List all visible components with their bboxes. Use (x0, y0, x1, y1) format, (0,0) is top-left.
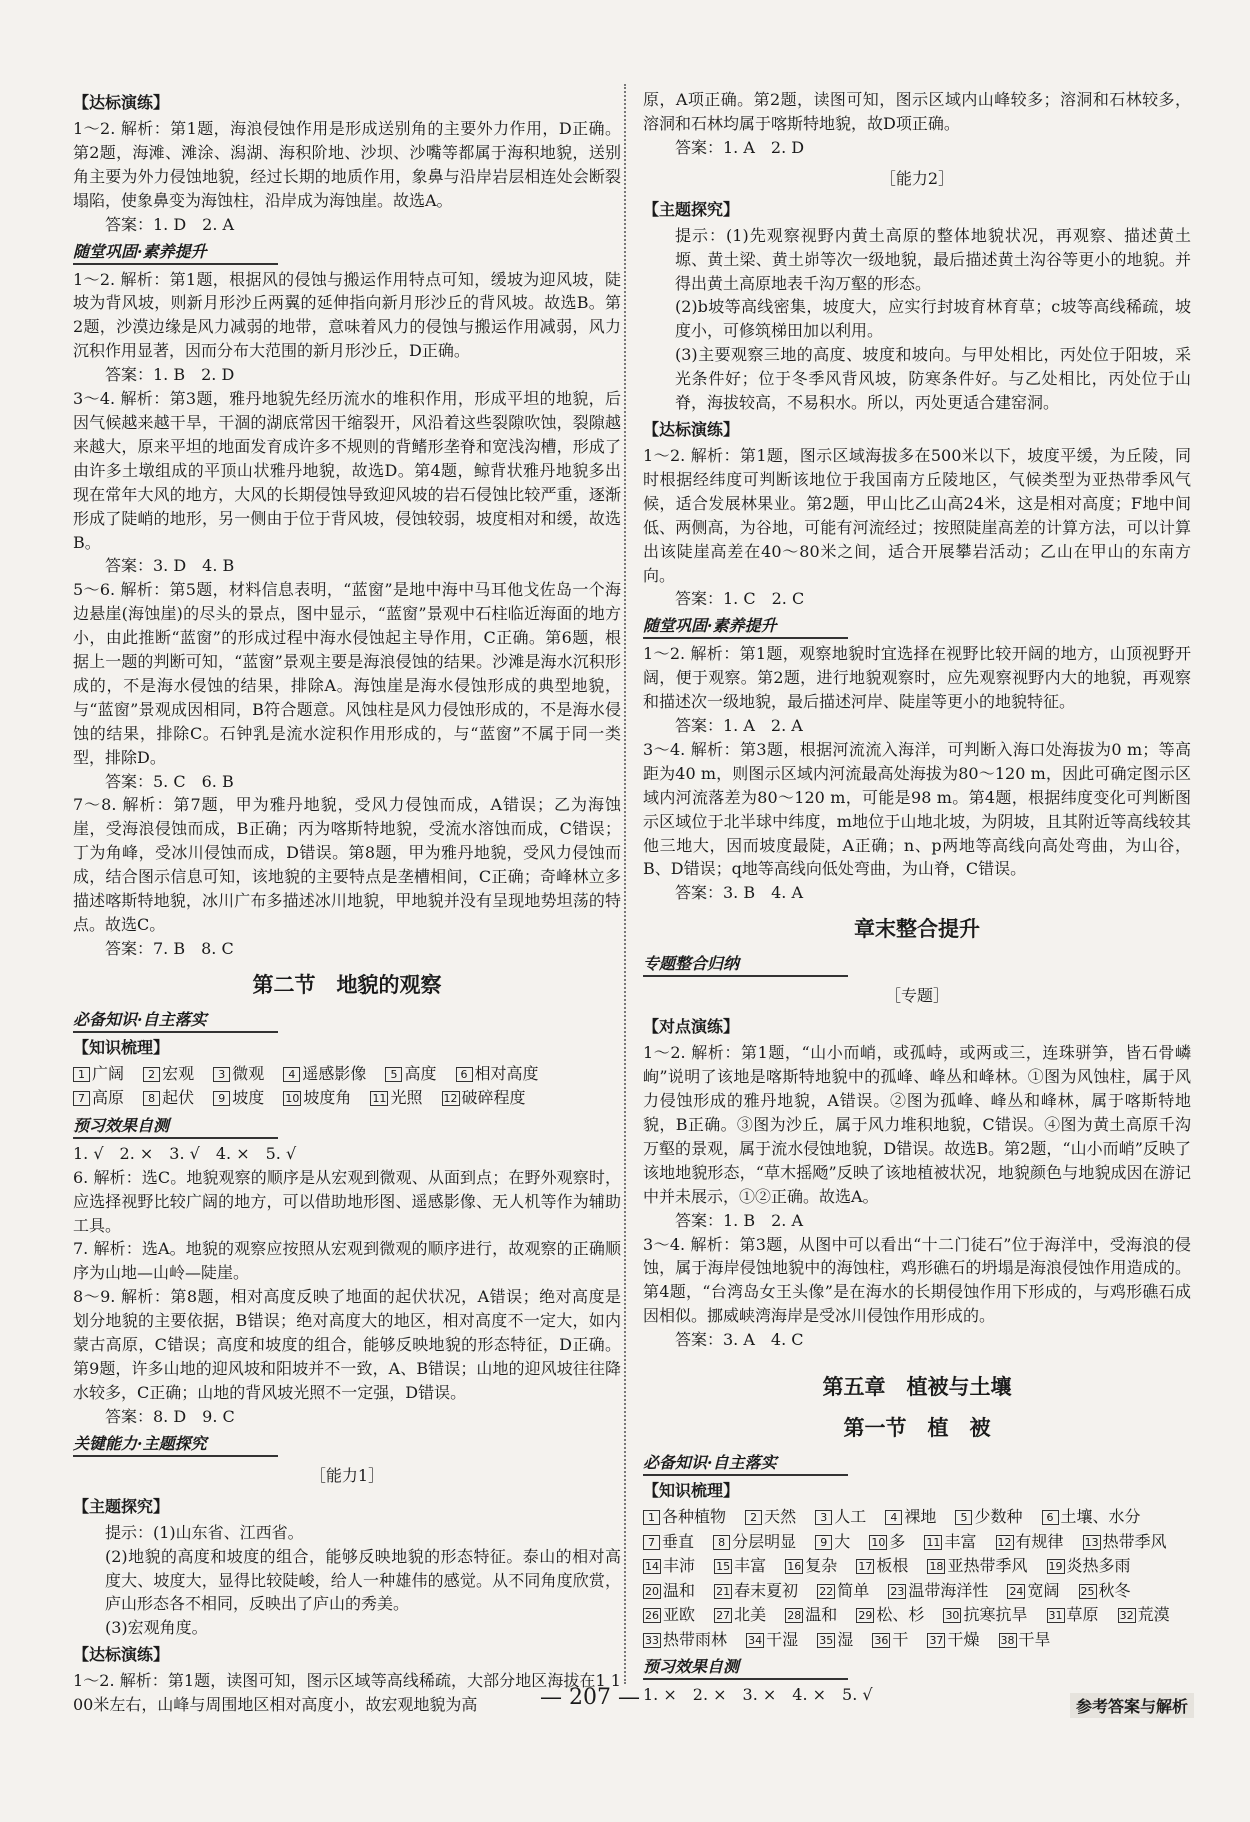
section-tag: 【达标演练】 (643, 419, 740, 439)
knowledge-point-item (888, 1581, 988, 1600)
item-number: 33 (645, 1633, 659, 1647)
answer-paragraph: 1～2. 解析：第1题，图示区域海拔多在500米以下，坡度平缓，为丘陵，同时根据经纬度可判断该地位于我国南方丘陵地区，气候类型为亚热带季风气候，适合发展林果业。第2题，甲山比乙山高24米，这是相对高度；F地中间低、两侧高，为谷地，可能有河流经过；按照陡崖高差的计算方法，可以计算出该陡崖高差在40～80米之间，适合开展攀岩活动；乙山在甲山的东南方向。 (643, 445, 1191, 585)
item-number: 4 (885, 1510, 902, 1525)
item-text: 板根 (876, 1556, 909, 1576)
knowledge-point-item (643, 1605, 695, 1624)
section-tag: 【知识梳理】 (643, 1481, 740, 1501)
item-text: 宏观 (162, 1063, 195, 1083)
knowledge-point-item (213, 1088, 264, 1107)
answer-paragraph: 原，A项正确。第2题，读图可知，图示区域内山峰较多；溶洞和石林较多，溶洞和石林均属于喀斯特地貌，故D项正确。 (643, 90, 1191, 133)
item-text: 干湿 (766, 1629, 799, 1649)
section-tag: 【主题探究】 (643, 199, 740, 219)
hint-paragraph: 提示：(1)先观察视野内黄土高原的整体地貌状况，再观察、描述黄土塬、黄土梁、黄土峁等次一级地貌，最后描述黄土沟谷等更小的地貌。并得出黄土高原地表千沟万壑的形态。 (675, 225, 1191, 293)
item-number: 22 (819, 1584, 834, 1598)
item-text: 温和 (805, 1605, 838, 1625)
item-number: 9 (213, 1091, 230, 1106)
knowledge-point-item (213, 1064, 264, 1083)
answer-line: 答案：1. D 2. A (105, 214, 235, 234)
item-text: 丰富 (944, 1531, 977, 1551)
section-tag: 【对点演练】 (643, 1017, 740, 1037)
answer-paragraph: 1～2. 解析：第1题，观察地貌时宜选择在视野比较开阔的地方，山顶视野开阔，便于观察。第2题，进行地貌观察时，应先观察视野内大的地貌，再观察和描述次一级地貌，最后描述河岸、陡崖等更小的地貌特征。 (643, 644, 1191, 712)
knowledge-point-item (856, 1556, 908, 1575)
knowledge-point-item (885, 1507, 936, 1526)
item-text: 垂直 (662, 1531, 695, 1551)
hint-paragraph: (2)b坡等高线密集，坡度大，应实行封坡育林育草；c坡等高线稀疏，坡度小，可修筑梯田加以利用。 (675, 297, 1191, 341)
knowledge-point-item (643, 1556, 695, 1575)
knowledge-point-item (996, 1532, 1064, 1551)
knowledge-point-item (643, 1532, 694, 1551)
item-number: 2 (143, 1067, 160, 1082)
item-number: 37 (929, 1633, 944, 1647)
footer-label: 参考答案与解析 (1070, 1693, 1194, 1718)
answer-line: 答案：1. B 2. D (105, 365, 235, 385)
answer-paragraph: 8～9. 解析：第8题，相对高度反映了地面的起伏状况，A错误；绝对高度是划分地貌的主要依据，B错误；绝对高度大的地区，相对高度不一定大，如内蒙古高原，C错误；高度和坡度的组合，能够反映地貌的形态特征，D正确。第9题，许多山地的迎风坡和阳坡并不一致，A、B错误；山地的迎风坡往往降水较多，C正确；山地的背风坡光照不一定强，D错误。 (73, 1287, 621, 1402)
item-text: 各种植物 (662, 1507, 727, 1527)
item-number: 2 (745, 1510, 762, 1525)
knowledge-point-item (1007, 1581, 1059, 1600)
item-text: 分层明显 (732, 1531, 797, 1551)
answer-paragraph: 1～2. 解析：第1题，根据风的侵蚀与搬运作用特点可知，缓坡为迎风坡，陡坡为背风坡，则新月形沙丘两翼的延伸指向新月形沙丘的背风坡。故选B。第2题，沙漠边缘是风力减弱的地带，意味着风力的侵蚀与搬运作用减弱，风力沉积作用显著，因而分布大范围的新月形沙丘，D正确。 (73, 269, 621, 361)
item-number: 10 (285, 1092, 300, 1106)
item-number: 38 (1000, 1633, 1015, 1647)
item-number: 30 (945, 1609, 960, 1623)
answer-line: 答案：1. C 2. C (675, 589, 805, 609)
answer-paragraph: 5～6. 解析：第5题，材料信息表明，“蓝窗”是地中海中马耳他戈佐岛一个海边悬崖(海蚀崖)的尽头的景点，图中显示，“蓝窗”景观中石柱临近海面的地方小，由此推断“蓝窗”的形成过程中海水侵蚀起主导作用，C正确。第6题，根据上一题的判断可知，“蓝窗”景观主要是海浪侵蚀的结果。沙滩是海水沉积形成的，不是海水侵蚀的结果，排除A。海蚀崖是海水侵蚀形成的典型地貌，与“蓝窗”景观成因相同，B符合题意。风蚀柱是风力侵蚀形成的，不是海水侵蚀的结果，排除C。石钟乳是流水淀积作用形成的，与“蓝窗”不属于同一类型，排除D。 (73, 580, 621, 767)
answer-paragraph: 1～2. 解析：第1题，“山小而峭，或孤峙，或两或三，连珠骈笋，皆石骨嶙峋”说明了该地是喀斯特地貌中的孤峰、峰丛和峰林。①图为风蚀柱，属于风力侵蚀形成的雅丹地貌，A错误。②图为孤峰、峰丛和峰林，属于喀斯特地貌，B正确。③图为沙丘，属于风力堆积地貌，C错误。④图为黄土高原千沟万壑的景观，属于流水侵蚀地貌，D错误。故选B。第2题，“山小而峭”反映了该地地貌形态，“草木摇飏”反映了该地植被状况，地貌颜色与地貌成因在游记中并未展示，①②正确。故选A。 (643, 1043, 1191, 1206)
section-title: 第一节 植 被 (843, 1416, 991, 1441)
hint-line: 提示：(1)山东省、江西省。 (105, 1522, 304, 1542)
knowledge-point-item (1047, 1556, 1131, 1575)
knowledge-point-item (1042, 1507, 1141, 1526)
item-text: 光照 (390, 1088, 423, 1108)
section-strip: 预习效果自测 (73, 1115, 278, 1139)
item-number: 1 (643, 1510, 660, 1525)
item-text: 温带海洋性 (908, 1580, 989, 1600)
item-text: 裸地 (904, 1507, 937, 1527)
column-divider (624, 84, 626, 1684)
item-text: 宽阔 (1027, 1580, 1060, 1600)
section-tag: 【达标演练】 (73, 93, 170, 112)
page-number: — 207 — (540, 1685, 640, 1710)
knowledge-point-item (785, 1556, 837, 1575)
hint-paragraph: (3)主要观察三地的高度、坡度和坡向。与甲处相比，丙处位于阳坡，采光条件好；位于冬季风背风坡，防寒条件好。与乙处相比，丙处位于山脊，海拔较高，不易积水。所以，丙处更适合建窑洞。 (675, 345, 1191, 413)
answer-line: 答案：3. B 4. A (675, 883, 804, 903)
knowledge-point-item (999, 1630, 1051, 1649)
item-number: 6 (456, 1067, 473, 1082)
knowledge-point-item (370, 1088, 422, 1107)
item-number: 5 (385, 1067, 402, 1082)
quiz-answers: 1. √ 2. × 3. √ 4. × 5. √ (73, 1143, 297, 1163)
item-text: 丰沛 (663, 1556, 696, 1576)
knowledge-point-item (643, 1630, 727, 1649)
hint-line: (3)宏观角度。 (105, 1618, 208, 1638)
knowledge-point-item (1118, 1605, 1170, 1624)
answer-paragraph: 7～8. 解析：第7题，甲为雅丹地貌，受风力侵蚀而成，A错误；乙为海蚀崖，受海浪侵蚀而成，B正确；丙为喀斯特地貌，受流水溶蚀而成，C错误；丁为角峰，受冰川侵蚀而成，D错误。第8题，甲为雅丹地貌，受风力侵蚀而成，结合图示信息可知，该地貌的主要特点是垄槽相间，C正确；奇峰林立多描述喀斯特地貌，冰川广布多描述冰川地貌，甲地貌并没有呈现地势坦荡的特点。故选C。 (73, 795, 621, 934)
answer-line: 答案：1. A 2. D (675, 137, 805, 157)
item-text: 干 (892, 1629, 909, 1649)
item-number: 5 (955, 1510, 972, 1525)
item-text: 有规律 (1015, 1531, 1064, 1551)
item-number: 11 (926, 1535, 941, 1549)
item-number: 1 (73, 1067, 90, 1082)
section-strip: 必备知识·自主落实 (643, 1452, 848, 1476)
knowledge-point-item (815, 1532, 850, 1551)
item-text: 遥感影像 (302, 1063, 367, 1083)
knowledge-point-item (856, 1605, 924, 1624)
item-number: 11 (372, 1092, 387, 1106)
knowledge-point-item (643, 1581, 695, 1600)
item-number: 29 (858, 1609, 873, 1623)
item-number: 4 (283, 1067, 300, 1082)
knowledge-point-item (385, 1064, 436, 1083)
knowledge-point-item (1047, 1605, 1099, 1624)
section-strip: 必备知识·自主落实 (73, 1009, 278, 1033)
item-number: 12 (443, 1092, 458, 1106)
knowledge-point-item (943, 1605, 1027, 1624)
section-strip: 随堂巩固·素养提升 (73, 241, 278, 265)
knowledge-point-item (927, 1556, 1027, 1575)
section-strip: 关键能力·主题探究 (73, 1433, 278, 1457)
knowledge-point-item (869, 1532, 905, 1551)
item-text: 高原 (92, 1088, 125, 1108)
item-text: 大 (834, 1531, 851, 1551)
answer-paragraph: 3～4. 解析：第3题，根据河流流入海洋，可判断入海口处海拔为0 m；等高距为40 m，则图示区域内河流最高处海拔为80～120 m，因此可确定图示区域内河流落差为80～120 m，可能是98 m。第4题，根据纬度变化可判断图示区域位于北半球中纬度，m地位于山地北坡，为阴坡，且其附近等高线较其他三地大，因而坡度最陡，A正确；n、p两地等高线向高处弯曲，为山谷，B、D错误；q地等高线向低处弯曲，为山脊，C错误。 (643, 739, 1191, 879)
item-text: 亚欧 (663, 1605, 696, 1625)
knowledge-point-item (955, 1507, 1022, 1526)
item-number: 31 (1048, 1609, 1063, 1623)
knowledge-point-item (143, 1088, 194, 1107)
item-text: 坡度 (232, 1088, 265, 1108)
item-number: 23 (890, 1584, 905, 1598)
item-number: 8 (713, 1535, 730, 1550)
item-text: 温和 (663, 1580, 696, 1600)
item-number: 10 (871, 1535, 886, 1549)
item-text: 炎热多雨 (1066, 1556, 1131, 1576)
item-text: 高度 (404, 1063, 437, 1083)
item-text: 秋冬 (1098, 1580, 1131, 1600)
item-text: 抗寒抗旱 (963, 1605, 1028, 1625)
item-text: 微观 (232, 1063, 265, 1083)
chapter-title: 第五章 植被与土壤 (822, 1375, 1012, 1400)
item-text: 亚热带季风 (947, 1556, 1028, 1576)
section-strip: 专题整合归纳 (643, 953, 848, 977)
item-number: 28 (787, 1609, 802, 1623)
knowledge-point-item (714, 1605, 766, 1624)
right-column (643, 88, 1191, 1707)
hint-paragraph: (2)地貌的高度和坡度的组合，能够反映地貌的形态特征。泰山的相对高度大、坡度大，显得比较陡峻，给人一种雄伟的感觉。从不同角度欣赏，庐山形态各不相同，反映出了庐山的秀美。 (105, 1546, 621, 1614)
item-number: 32 (1119, 1609, 1134, 1623)
item-number: 7 (73, 1091, 90, 1106)
knowledge-point-item (817, 1581, 869, 1600)
knowledge-point-item (927, 1630, 979, 1649)
item-text: 简单 (837, 1580, 870, 1600)
item-number: 15 (716, 1560, 731, 1574)
item-text: 起伏 (162, 1088, 195, 1108)
knowledge-point-item (283, 1064, 366, 1083)
item-number: 35 (819, 1633, 834, 1647)
section-tag: 【主题探究】 (73, 1496, 170, 1516)
item-text: 湿 (837, 1629, 854, 1649)
item-number: 16 (787, 1560, 802, 1574)
item-number: 36 (874, 1633, 889, 1647)
item-number: 26 (645, 1609, 659, 1623)
left-column (73, 88, 621, 1717)
knowledge-point-item (456, 1064, 539, 1083)
item-number: 18 (929, 1560, 944, 1574)
knowledge-point-item (143, 1064, 194, 1083)
item-number: 14 (645, 1560, 659, 1574)
item-number: 34 (748, 1633, 763, 1647)
section-title: 第二节 地貌的观察 (252, 972, 442, 997)
section-tag: 【达标演练】 (73, 1645, 170, 1665)
item-text: 人工 (834, 1507, 867, 1527)
item-text: 荒漠 (1137, 1605, 1170, 1625)
item-number: 8 (143, 1091, 160, 1106)
item-text: 干燥 (947, 1629, 980, 1649)
answer-line: 答案：5. C 6. B (105, 771, 234, 791)
item-number: 3 (213, 1067, 230, 1082)
answer-line: 答案：3. A 4. C (675, 1330, 804, 1350)
answer-line: 答案：1. B 2. A (675, 1210, 804, 1230)
item-text: 草原 (1066, 1605, 1099, 1625)
answer-line: 答案：8. D 9. C (105, 1406, 235, 1426)
item-number: 19 (1048, 1560, 1063, 1574)
knowledge-point-item (442, 1088, 526, 1107)
quiz-answers: 1. × 2. × 3. × 4. × 5. √ (643, 1685, 873, 1705)
item-text: 破碎程度 (461, 1088, 526, 1108)
knowledge-point-item (73, 1088, 124, 1107)
answer-paragraph: 7. 解析：选A。地貌的观察应按照从宏观到微观的顺序进行，故观察的正确顺序为山地—山岭—陡崖。 (73, 1239, 621, 1283)
knowledge-point-item (643, 1507, 726, 1526)
section-tag: 【知识梳理】 (73, 1037, 170, 1057)
answer-line: 答案：7. B 8. C (105, 938, 234, 958)
answer-line: 答案：3. D 4. B (105, 556, 235, 576)
item-number: 7 (643, 1535, 660, 1550)
knowledge-point-item (73, 1064, 124, 1083)
item-text: 热带雨林 (663, 1629, 728, 1649)
knowledge-point-item (785, 1605, 837, 1624)
item-number: 13 (1084, 1535, 1099, 1549)
section-title: 章末整合提升 (854, 917, 980, 942)
knowledge-point-item (746, 1630, 798, 1649)
item-text: 热带季风 (1102, 1531, 1167, 1551)
knowledge-point-item (1079, 1581, 1131, 1600)
item-text: 丰富 (734, 1556, 767, 1576)
section-strip: 随堂巩固·素养提升 (643, 615, 848, 639)
knowledge-point-item (745, 1507, 796, 1526)
answer-line: 答案：1. A 2. A (675, 716, 803, 736)
knowledge-point-item (872, 1630, 908, 1649)
item-number: 20 (645, 1584, 659, 1598)
knowledge-point-item (1083, 1532, 1167, 1551)
item-number: 12 (997, 1535, 1012, 1549)
item-number: 3 (815, 1510, 832, 1525)
item-number: 25 (1080, 1584, 1095, 1598)
item-text: 相对高度 (474, 1063, 539, 1083)
answer-paragraph: 1～2. 解析：第1题，读图可知，图示区域等高线稀疏，大部分地区海拔在1 100米左右，山峰与周围地区相对高度小，故宏观地貌为高 (73, 1671, 621, 1715)
knowledge-point-item (714, 1581, 798, 1600)
item-number: 17 (858, 1560, 873, 1574)
topic-caption: ［专题］ (884, 986, 949, 1006)
answer-paragraph: 6. 解析：选C。地貌观察的顺序是从宏观到微观、从面到点；在野外观察时，应选择视野比较广阔的地方，可以借助地形图、遥感影像、无人机等作为辅助工具。 (73, 1167, 621, 1235)
item-text: 春末夏初 (734, 1580, 799, 1600)
item-number: 9 (815, 1535, 832, 1550)
item-text: 复杂 (805, 1556, 838, 1576)
item-text: 坡度角 (303, 1088, 352, 1108)
knowledge-point-item (714, 1556, 766, 1575)
knowledge-points (643, 1505, 1191, 1652)
knowledge-point-item (713, 1532, 796, 1551)
answer-paragraph: 3～4. 解析：第3题，雅丹地貌先经历流水的堆积作用，形成平坦的地貌，后因气候越来越干旱，干涸的湖底常因干缩裂开，风沿着这些裂隙吹蚀，裂隙越来越大，原来平坦的地面发育成许多不规则的背鳍形垄脊和宽浅沟槽，形成了由许多土墩组成的平顶山状雅丹地貌，故选D。第4题，鲸背状雅丹地貌多出现在常年大风的地方，大风的长期侵蚀导致迎风坡的岩石侵蚀比较严重，逐渐形成了陡峭的地形，另一侧由于位于背风坡，侵蚀较弱，坡度相对和缓，故选B。 (73, 389, 621, 552)
section-strip: 预习效果自测 (643, 1656, 848, 1680)
item-text: 土壤、水分 (1060, 1507, 1141, 1527)
ability-caption: ［能力2］ (879, 168, 955, 188)
item-text: 北美 (734, 1605, 767, 1625)
item-number: 24 (1009, 1584, 1024, 1598)
answer-paragraph: 3～4. 解析：第3题，从图中可以看出“十二门徒石”位于海洋中，受海浪的侵蚀，属于海岸侵蚀地貌中的海蚀柱，鸡形礁石的坍塌是海浪侵蚀作用造成的。第4题，“台湾岛女王头像”是在海水的长期侵蚀作用下形成的，与鸡形礁石成因相似。挪威峡湾海岸是受冰川侵蚀作用形成的。 (643, 1234, 1191, 1326)
item-number: 6 (1042, 1510, 1059, 1525)
ability-caption: ［能力1］ (309, 1465, 385, 1485)
item-text: 干旱 (1018, 1629, 1051, 1649)
knowledge-point-item (815, 1507, 866, 1526)
knowledge-point-item (924, 1532, 976, 1551)
knowledge-point-item (817, 1630, 853, 1649)
item-text: 多 (889, 1531, 906, 1551)
knowledge-point-item (283, 1088, 351, 1107)
answer-paragraph: 1～2. 解析：第1题，海浪侵蚀作用是形成送别角的主要外力作用，D正确。第2题，海滩、滩涂、潟湖、海积阶地、沙坝、沙嘴等都属于海积地貌，送别角主要为外力侵蚀地貌，经过长期的地质作用，象鼻与沿岸岩层相连处会断裂塌陷，使象鼻变为海蚀柱，沿岸成为海蚀崖。故选A。 (73, 119, 621, 210)
item-number: 27 (716, 1609, 731, 1623)
item-text: 广阔 (92, 1063, 125, 1083)
item-number: 21 (716, 1584, 731, 1598)
item-text: 少数种 (974, 1507, 1023, 1527)
item-text: 天然 (764, 1507, 797, 1527)
item-text: 松、杉 (876, 1605, 925, 1625)
knowledge-points (73, 1062, 621, 1111)
